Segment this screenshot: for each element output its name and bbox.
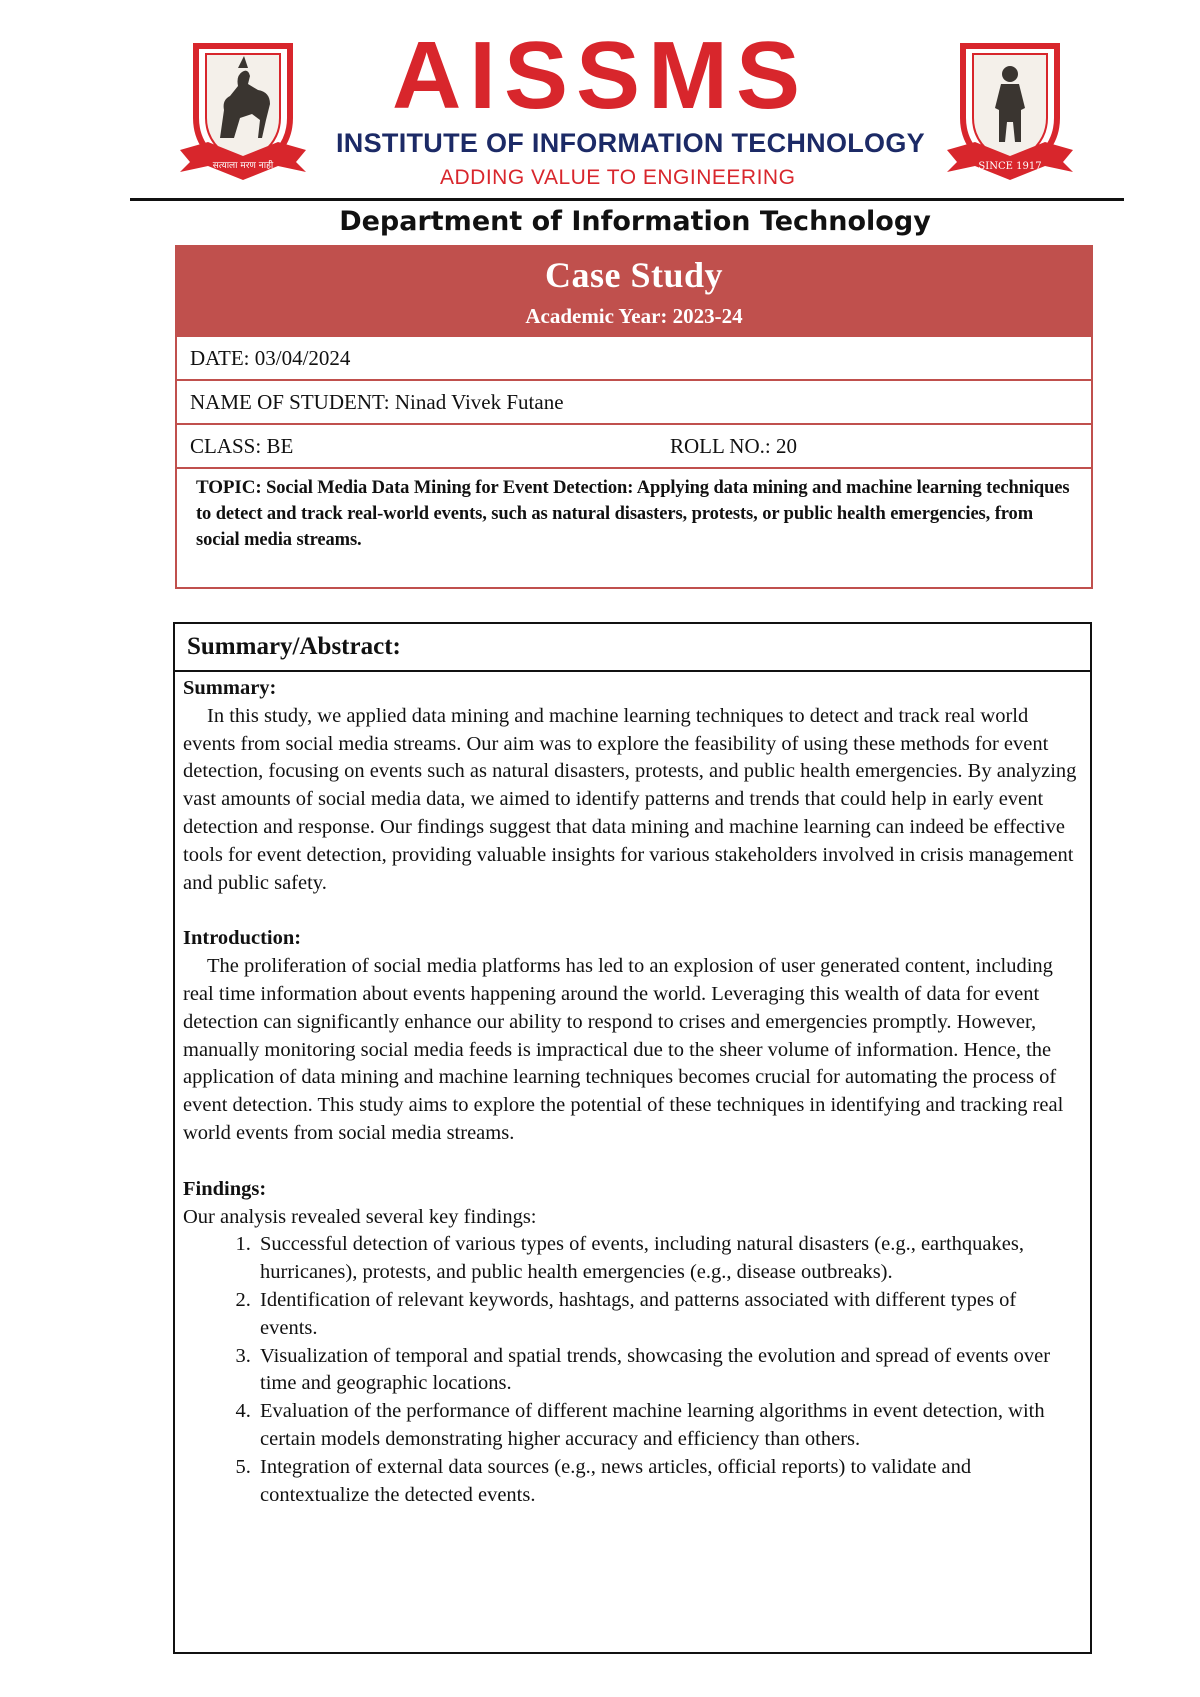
institute-tagline: ADDING VALUE TO ENGINEERING (440, 166, 796, 189)
academic-year: Academic Year: 2023-24 (525, 304, 743, 328)
header-divider (130, 198, 1124, 201)
student-name-row (177, 379, 1091, 423)
summary-section-title: Summary: (183, 677, 277, 699)
date-row (177, 335, 1091, 379)
left-emblem-logo (178, 38, 308, 183)
topic-row (177, 467, 1091, 587)
findings-lead: Our analysis revealed several key findings: (183, 1205, 537, 1228)
date-value: DATE: 03/04/2024 (190, 346, 351, 370)
introduction-paragraph: The proliferation of social media platforms has led to an explosion of user generated content, including real time information about events happening around the world. Leveraging this wealth of data for event detection can significantly enhance our ability to respond to crises and emergencies promptly. However, manually monitoring social media feeds is impractical due to the sheer volume of information. Hence, the application of data mining and machine learning techniques becomes crucial for automating the process of event detection. This study aims to explore the potential of these techniques in identifying and tracking real world events from social media streams. (183, 955, 1064, 1144)
findings-title: Findings: (183, 1177, 267, 1200)
case-study-title: Case Study (544, 255, 724, 295)
case-study-info-table (175, 245, 1093, 589)
findings-item: 1. Successful detection of various types of events, including natural disasters (e.g., earthquakes, hurricanes), protests, and public health emergencies (e.g., disease outbreaks). (256, 1231, 1078, 1287)
right-emblem-logo (945, 38, 1075, 183)
roll-number: ROLL NO.: 20 (670, 434, 797, 458)
class-value: CLASS: BE (190, 434, 294, 458)
findings-list (183, 1231, 1078, 1509)
institute-subtitle: INSTITUTE OF INFORMATION TECHNOLOGY (336, 128, 925, 158)
class-row (177, 423, 1091, 467)
findings-item: 5. Integration of external data sources (e.g., news articles, official reports) to validate and contextualize the detected events. (256, 1454, 1078, 1510)
left-emblem-motto: सत्याला मरण नाही (212, 161, 274, 171)
right-emblem-motto: SINCE 1917 (978, 161, 1042, 172)
student-name: NAME OF STUDENT: Ninad Vivek Futane (190, 390, 564, 414)
introduction-title: Introduction: (183, 927, 302, 950)
page-header (0, 0, 1200, 200)
institute-logo-text: AISSMS (391, 22, 809, 129)
case-study-header (177, 247, 1091, 335)
topic-text: Social Media Data Mining for Event Detection: Applying data mining and machine learning techniques to detect and track real-world events, such as natural disasters, protests, or public health emergencies, from social media streams. (196, 478, 1070, 550)
findings-item: 4. Evaluation of the performance of different machine learning algorithms in event detection, with certain models demonstrating higher accuracy and efficiency than others. (256, 1398, 1078, 1454)
summary-body (175, 672, 1090, 1509)
findings-item: 2. Identification of relevant keywords, hashtags, and patterns associated with different types of events. (256, 1287, 1078, 1343)
department-title: Department of Information Technology (339, 206, 931, 237)
topic-label: TOPIC: (196, 477, 262, 498)
summary-heading: Summary/Abstract: (175, 624, 1090, 672)
findings-item: 3. Visualization of temporal and spatial trends, showcasing the evolution and spread of events over time and geographic locations. (256, 1343, 1078, 1399)
summary-paragraph: In this study, we applied data mining and machine learning techniques to detect and track real world events from social media streams. Our aim was to explore the feasibility of using these methods for event detection, focusing on events such as natural disasters, protests, and public health emergencies. By analyzing vast amounts of social media data, we aimed to identify patterns and trends that could help in early event detection and response. Our findings suggest that data mining and machine learning can indeed be effective tools for event detection, providing valuable insights for various stakeholders involved in crisis management and public safety. (183, 704, 1077, 894)
summary-box (173, 622, 1092, 1654)
